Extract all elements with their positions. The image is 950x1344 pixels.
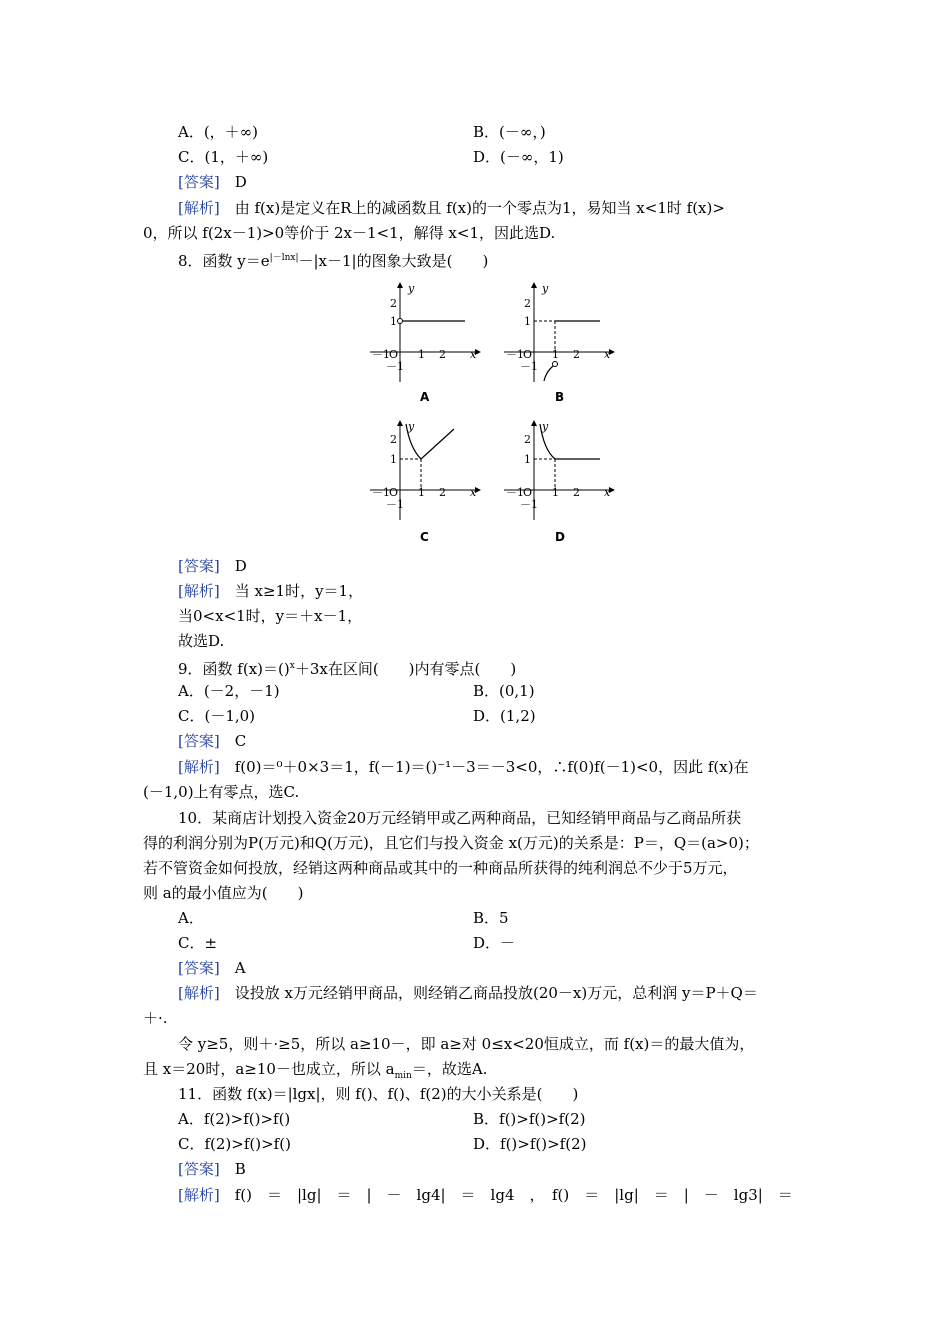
answer-tag: [答案]	[178, 959, 220, 977]
q10-stem-line3: 若不管资金如何投放，经销这两种商品或其中的一种商品所获得的纯利润总不少于5万元，	[143, 859, 738, 877]
tick-2: 2	[524, 297, 531, 310]
q9-stem-sup: x	[289, 661, 295, 671]
graph-label-d: D	[555, 530, 565, 544]
axis-x-label: x	[604, 486, 611, 499]
origin-label: O	[523, 486, 533, 499]
q7-analysis-line2: 0，所以 f(2x－1)>0等价于 2x－1<1，解得 x<1，因此选D.	[143, 224, 556, 242]
q9-answer	[178, 731, 246, 751]
tick-2: 2	[390, 433, 397, 446]
answer-tag: [答案]	[178, 557, 220, 575]
q11-option-d: D．f()>f()>f(2)	[473, 1135, 587, 1153]
tick-m1x: －1	[372, 486, 390, 499]
tick-2x: 2	[573, 348, 580, 361]
tick-1x: 1	[418, 348, 425, 361]
tick-1: 1	[390, 453, 397, 466]
analysis-tag: [解析]	[178, 199, 220, 217]
origin-label: O	[523, 348, 533, 361]
analysis-tag: [解析]	[178, 582, 220, 600]
analysis-tag: [解析]	[178, 758, 220, 776]
analysis-text-b: ＝，故选A.	[411, 1060, 488, 1078]
tick-m1: －1	[520, 498, 538, 511]
q10-stem-line1: 10．某商店计划投入资金20万元经销甲或乙两种商品，已知经销甲商品与乙商品所获	[178, 809, 742, 827]
q10-option-b: B．5	[473, 909, 509, 927]
analysis-tag: [解析]	[178, 984, 220, 1002]
answer-tag: [答案]	[178, 173, 220, 191]
tick-1: 1	[524, 453, 531, 466]
answer-tag: [答案]	[178, 1160, 220, 1178]
tick-m1: －1	[386, 360, 404, 373]
tick-2x: 2	[439, 348, 446, 361]
q11-option-c: C．f(2)>f()>f()	[178, 1135, 291, 1153]
tick-1x: 1	[552, 486, 559, 499]
q10-stem-line4: 则 a的最小值应为( )	[143, 884, 304, 902]
q8-stem-sup: |－lnx|	[269, 253, 299, 263]
analysis-text-a: 且 x＝20时，a≥10－也成立，所以 a	[143, 1060, 395, 1078]
q7-answer	[178, 172, 247, 192]
q10-analysis-line1	[178, 983, 758, 1003]
axis-y-label: y	[542, 282, 549, 295]
answer-value: D	[234, 173, 247, 191]
analysis-text: 设投放 x万元经销甲商品，则经销乙商品投放(20－x)万元，总利润 y＝P＋Q＝	[234, 984, 758, 1002]
q7-option-b: B．(－∞，)	[473, 123, 546, 141]
q7-analysis-line1	[178, 198, 725, 218]
tick-1x: 1	[418, 486, 425, 499]
axis-y-label: y	[542, 420, 549, 433]
graph-d	[504, 420, 614, 520]
q9-stem-pre: 9．函数 f(x)＝()	[178, 660, 290, 678]
q7-option-c: C．(1，＋∞)	[178, 148, 269, 166]
q9-option-b: B．(0,1)	[473, 682, 535, 700]
q10-answer	[178, 958, 246, 978]
answer-value: A	[234, 959, 246, 977]
tick-m1x: －1	[506, 348, 524, 361]
tick-1: 1	[390, 315, 397, 328]
tick-2x: 2	[573, 486, 580, 499]
q10-option-c: C．±	[178, 934, 218, 952]
graph-a	[370, 282, 480, 382]
q10-option-a: A．	[178, 909, 204, 927]
answer-value: C	[234, 732, 247, 750]
q8-stem	[178, 248, 488, 271]
q9-stem	[178, 656, 516, 679]
analysis-sub: min	[394, 1071, 412, 1081]
q9-analysis-line1	[178, 757, 749, 777]
q7-option-d: D．(－∞，1)	[473, 148, 564, 166]
answer-tag: [答案]	[178, 732, 220, 750]
axis-x-label: x	[470, 348, 477, 361]
q8-analysis-line3: 故选D.	[178, 632, 225, 650]
origin-label: O	[389, 348, 399, 361]
axis-x-label: x	[604, 348, 611, 361]
q8-analysis-line2: 当0<x<1时，y＝＋x－1，	[178, 607, 363, 625]
q11-answer	[178, 1159, 246, 1179]
analysis-tag: [解析]	[178, 1186, 220, 1204]
q9-option-c: C．(－1,0)	[178, 707, 256, 725]
graph-b	[504, 282, 614, 382]
axis-y-label: y	[408, 420, 415, 433]
tick-m1: －1	[520, 360, 538, 373]
q8-graphs	[0, 275, 950, 555]
tick-2x: 2	[439, 486, 446, 499]
q9-analysis-line2: (－1,0)上有零点，选C.	[143, 783, 300, 801]
graph-label-a: A	[420, 390, 430, 404]
q9-option-d: D．(1,2)	[473, 707, 536, 725]
graph-c	[370, 420, 480, 520]
tick-m1x: －1	[506, 486, 524, 499]
origin-label: O	[389, 486, 399, 499]
tick-m1: －1	[386, 498, 404, 511]
analysis-text: 由 f(x)是定义在R上的减函数且 f(x)的一个零点为1，易知当 x<1时 f(x)>	[234, 199, 725, 217]
q11-option-a: A．f(2)>f()>f()	[178, 1110, 291, 1128]
q9-stem-post: ＋3x在区间( )内有零点( )	[294, 660, 517, 678]
graph-label-b: B	[555, 390, 565, 404]
q7-option-a: A．(，＋∞)	[178, 123, 259, 141]
q8-stem-pre: 8．函数 y＝e	[178, 252, 270, 270]
q11-stem: 11．函数 f(x)＝|lgx|，则 f()、f()、f(2)的大小关系是( )	[178, 1085, 579, 1103]
q10-analysis-line2: ＋·.	[143, 1009, 168, 1027]
q11-option-b: B．f()>f()>f(2)	[473, 1110, 586, 1128]
q8-analysis-line1	[178, 581, 363, 601]
axis-y-label: y	[408, 282, 415, 295]
tick-2: 2	[390, 297, 397, 310]
tick-1: 1	[524, 315, 531, 328]
analysis-text: f(0)＝⁰＋0×3＝1，f(－1)＝()⁻¹－3＝－3<0，∴f(0)f(－1)<0，因此 f(x)在	[234, 758, 749, 776]
answer-value: D	[234, 557, 247, 575]
analysis-text: f() ＝ |lg| ＝ | － lg4| ＝ lg4 ， f() ＝ |lg| ＝ | － lg3| ＝	[234, 1186, 793, 1204]
graph-label-c: C	[420, 530, 429, 544]
q10-option-d: D．－	[473, 934, 516, 952]
q9-option-a: A．(－2，－1)	[178, 682, 280, 700]
q11-analysis-line1	[178, 1185, 793, 1205]
q8-answer	[178, 556, 247, 576]
answer-value: B	[234, 1160, 246, 1178]
q10-analysis-line4	[143, 1059, 487, 1086]
q10-stem-line2: 得的利润分别为P(万元)和Q(万元)，且它们与投入资金 x(万元)的关系是：P＝，Q＝(a>0)；	[143, 834, 759, 852]
q8-stem-post: －|x－1|的图象大致是( )	[298, 252, 489, 270]
analysis-text: 当 x≥1时，y＝1，	[234, 582, 364, 600]
tick-m1x: －1	[372, 348, 390, 361]
tick-1x: 1	[552, 348, 559, 361]
tick-2: 2	[524, 433, 531, 446]
q10-analysis-line3: 令 y≥5，则＋·≥5，所以 a≥10－，即 a≥对 0≤x<20恒成立，而 f(x)＝的最大值为，	[178, 1035, 755, 1053]
axis-x-label: x	[470, 486, 477, 499]
